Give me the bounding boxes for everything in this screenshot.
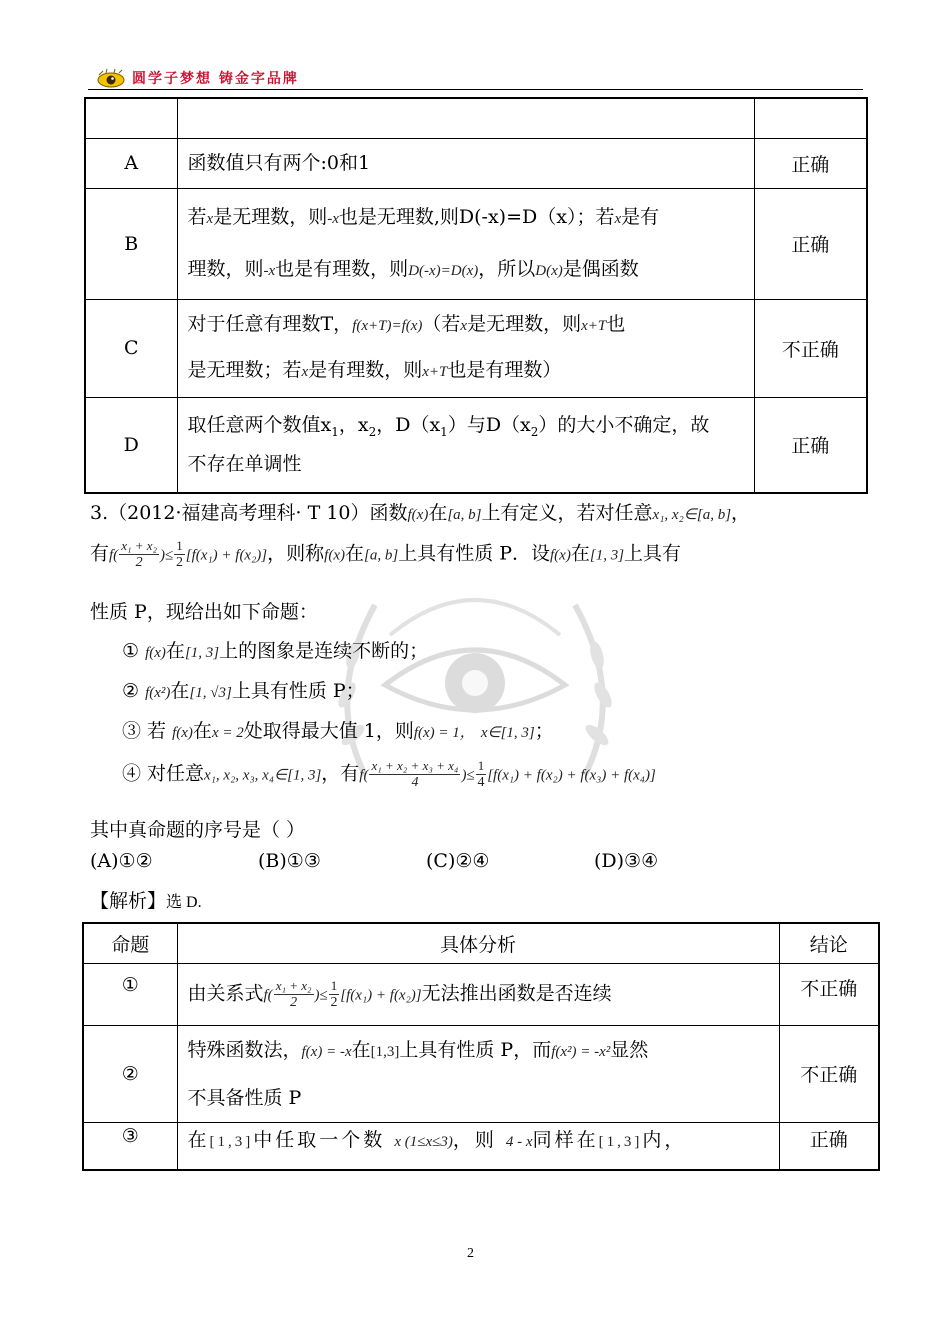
header-slogan: 圆学子梦想 铸金字品牌 [132, 71, 299, 87]
problem-stem-line2: 有f( $\frac{\text{x₁ + x₂}}{2}$ )≤ $\frac{1}{2}$ [f(x₁) + f(x₂)]，则称f(x)在[a, b]上具有性质 P．设f(x)在[1, 3]上具有 [90, 538, 682, 570]
row-result: 不正确 [779, 1025, 879, 1122]
option-d: (D)③④ [594, 850, 659, 872]
row-result: 正确 [779, 1122, 879, 1170]
table-header-row [83, 923, 879, 963]
proposition-3: ③ 若 f(x)在x = 2处取得最大值 1，则f(x) = 1， x∈[1, 3]； [122, 720, 554, 742]
column-header: 结论 [779, 923, 879, 963]
analysis-label: 【解析】 [90, 890, 167, 912]
analysis-line [90, 886, 202, 913]
analysis-table-1 [84, 97, 868, 494]
table-row [85, 397, 867, 493]
analysis-text: 选 D. [166, 894, 202, 911]
table-row [85, 98, 867, 138]
problem-stem-line3: 性质 P，现给出如下命题： [90, 601, 318, 623]
problem-stem-line1: 3.（2012·福建高考理科· T 10）函数f(x)在[a, b]上有定义，若对任意x₁, x₂∈[a, b]， [90, 502, 751, 524]
row-content: 函数值只有两个:0和1 [177, 138, 754, 188]
row-label: D [85, 397, 177, 493]
row-content: 在[1,3]中任取一个数 x (1≤x≤3)，则 4 - x同样在[1,3]内， [177, 1122, 779, 1170]
proposition-1: ① f(x)在[1, 3]上的图象是连续不断的； [122, 640, 429, 662]
row-content: 若x是无理数，则-x也是无理数,则D(-x)=D（x）；若x是有 理数，则-x也是有理数，则D(-x)=D(x)，所以D(x)是偶函数 [177, 188, 754, 299]
row-result: 正确 [754, 188, 867, 299]
analysis-table-2 [82, 922, 880, 1171]
column-header: 具体分析 [177, 923, 779, 963]
row-label: A [85, 138, 177, 188]
table-row [85, 299, 867, 397]
table-row [83, 963, 879, 1025]
table-row [85, 138, 867, 188]
table-row [85, 188, 867, 299]
row-content: 由关系式f( $\frac{\text{x₁ + x₂}}{2}$ )≤ $\frac{1}{2}$ [f(x₁) + f(x₂)]无法推出函数是否连续 [177, 963, 779, 1025]
question-text: 其中真命题的序号是（ ） [90, 819, 306, 841]
table-row [83, 1025, 879, 1122]
eye-logo-icon [96, 69, 126, 89]
table-cell [177, 98, 754, 138]
row-label: ③ [83, 1122, 177, 1170]
row-content: 取任意两个数值$x_1$，$x_2$，$D(x_1)$与$D(x_2)$的大小不确定，故 不存在单调性 [177, 397, 754, 493]
table-cell [85, 98, 177, 138]
option-b: (B)①③ [258, 850, 321, 872]
page-header [88, 64, 863, 92]
proposition-4: ④ 对任意x₁, x₂, x₃, x₄∈[1, 3]，有f( $\frac{\text{x₁ + x₂ + x₃ + x₄}}{4}$ )≤ $\frac{1}{4}$ [f(x₁) + f(x₂) + f(x₃) + f(x₄)] [122, 758, 656, 790]
row-content: 对于任意有理数T，f(x+T)=f(x)（若x是无理数，则x+T也 是无理数；若x是有理数，则x+T也是有理数） [177, 299, 754, 397]
row-result: 不正确 [754, 299, 867, 397]
page-number: 2 [467, 1246, 474, 1261]
proposition-2: ② f(x²)在[1, √3]上具有性质 P； [122, 680, 365, 702]
row-result: 正确 [754, 397, 867, 493]
column-header: 命题 [83, 923, 177, 963]
header-rule [88, 89, 863, 90]
row-label: B [85, 188, 177, 299]
table-cell [754, 98, 867, 138]
row-label: C [85, 299, 177, 397]
option-a: (A)①② [90, 850, 153, 872]
row-label: ① [83, 963, 177, 1025]
option-c: (C)②④ [426, 850, 490, 872]
row-result: 正确 [754, 138, 867, 188]
table-row [83, 1122, 879, 1170]
row-content: 特殊函数法，f(x) = -x在[1,3]上具有性质 P，而f(x²) = -x²显然 不具备性质 P [177, 1025, 779, 1122]
row-result: 不正确 [779, 963, 879, 1025]
row-label: ② [83, 1025, 177, 1122]
